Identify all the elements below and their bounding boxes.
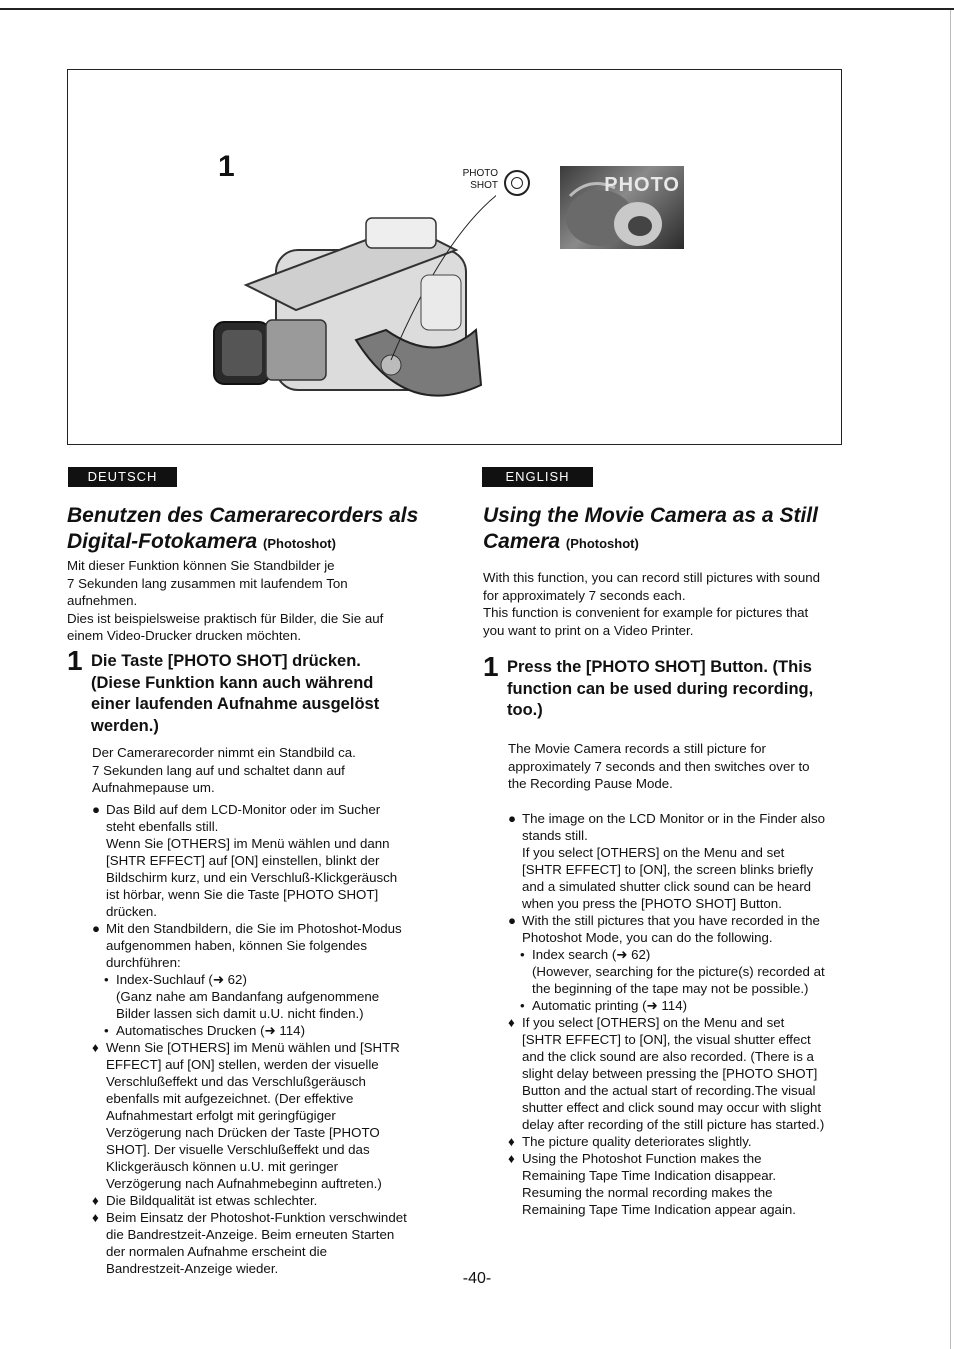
step-heading-line: werden.) <box>91 716 159 735</box>
step-heading-line: too.) <box>507 701 543 719</box>
list-item-line: the beginning of the tape may not be possible.) <box>532 981 809 996</box>
list-item-line: aufgenommen haben, können Sie folgendes <box>106 938 367 953</box>
step-body-line: The Movie Camera records a still picture for <box>508 741 766 756</box>
step-body-line: the Recording Pause Mode. <box>508 776 673 792</box>
intro-line: 7 Sekunden lang zusammen mit laufendem Ton <box>67 575 348 591</box>
language-label-english: ENGLISH <box>482 467 593 487</box>
list-item-line: Resuming the normal recording makes the <box>522 1185 773 1200</box>
intro-paragraph-english <box>483 569 853 639</box>
list-item <box>92 1022 437 1039</box>
list-item-line: Aufnahmestart erfolgt mit geringfügiger <box>106 1108 336 1123</box>
list-item-line: and the click sound are also recorded. (There is a <box>522 1049 814 1064</box>
list-item-line: Verzögerung nach Drücken der Taste [PHOTO <box>106 1125 380 1140</box>
list-item-line: Die Bildqualität ist etwas schlechter. <box>106 1193 318 1208</box>
list-item-line: drücken. <box>106 904 157 919</box>
bullet-marker-icon: ♦ <box>92 1040 99 1055</box>
list-item-line: shutter effect and click sound may occur with slight <box>522 1100 822 1115</box>
title-line-1: Benutzen des Camerarecorders als <box>67 504 419 527</box>
section-title-english <box>483 503 853 557</box>
step-heading-line: Press the [PHOTO SHOT] Button. (This <box>507 658 812 676</box>
step-body-line: approximately 7 seconds and then switches over to <box>508 758 810 774</box>
step-number: 1 <box>67 645 83 676</box>
bullet-marker-icon: • <box>104 972 109 987</box>
list-item-line: Verzögerung nach Aufnahmebeginn auftreten.) <box>106 1176 382 1191</box>
intro-line: you want to print on a Video Printer. <box>483 622 694 638</box>
title-line-2: Camera <box>483 530 561 553</box>
list-item <box>508 912 853 946</box>
top-rule <box>0 8 954 10</box>
title-subtitle: (Photoshot) <box>263 536 336 551</box>
list-item-line: Button and the actual start of recording.The visual <box>522 1083 816 1098</box>
list-item-line: die Bandrestzeit-Anzeige. Beim erneuten Starten <box>106 1227 395 1242</box>
bullet-marker-icon: ♦ <box>508 1015 515 1030</box>
list-item-line: Beim Einsatz der Photoshot-Funktion verschwindet <box>106 1210 407 1225</box>
photo-shot-button-icon <box>504 170 530 196</box>
list-item-line: ebenfalls mit aufgezeichnet. (Der effektive <box>106 1091 354 1106</box>
intro-line: for approximately 7 seconds each. <box>483 587 686 603</box>
list-item <box>508 1014 853 1133</box>
step-body-line: Aufnahmepause um. <box>92 780 215 796</box>
list-item-line: With the still pictures that you have recorded in the <box>522 913 820 928</box>
step-heading-line: (Diese Funktion kann auch während <box>91 673 374 692</box>
list-item-line: If you select [OTHERS] on the Menu and set <box>522 1015 785 1030</box>
notes-list-deutsch <box>92 801 437 1277</box>
list-item-line: [SHTR EFFECT] to [ON], the screen blinks briefly <box>522 862 814 877</box>
title-line-1: Using the Movie Camera as a Still <box>483 504 818 527</box>
step-heading-line: Die Taste [PHOTO SHOT] drücken. <box>91 652 361 670</box>
list-item-line: steht ebenfalls still. <box>106 819 219 834</box>
title-subtitle: (Photoshot) <box>565 536 639 551</box>
list-item-line: (Ganz nahe am Bandanfang aufgenommene <box>116 989 380 1004</box>
step-heading-deutsch <box>91 651 431 737</box>
list-item-line: stands still. <box>522 828 588 843</box>
list-item <box>508 1150 853 1218</box>
list-item-line: when you press the [PHOTO SHOT] Button. <box>522 896 782 911</box>
intro-line: With this function, you can record still pictures with sound <box>483 570 821 585</box>
list-item-line: Bandrestzeit-Anzeige wieder. <box>106 1261 279 1276</box>
section-title-deutsch <box>67 503 447 557</box>
list-item <box>92 971 437 988</box>
photo-label-line: PHOTO <box>462 168 498 179</box>
list-item <box>92 920 437 971</box>
step-body-line: 7 Sekunden lang auf und schaltet dann auf <box>92 762 345 778</box>
step-body-english <box>508 740 848 793</box>
list-item-line: Photoshot Mode, you can do the following. <box>522 930 773 945</box>
intro-line: Mit dieser Funktion können Sie Standbilder je <box>67 558 335 573</box>
list-item <box>92 988 437 1022</box>
list-item-line: ist hörbar, wenn Sie die Taste [PHOTO SHOT] <box>106 887 379 902</box>
list-item-line: Using the Photoshot Function makes the <box>522 1151 762 1166</box>
bullet-marker-icon: • <box>520 998 525 1013</box>
list-item-line: durchführen: <box>106 955 181 970</box>
page-number: -40- <box>462 1270 492 1287</box>
photo-shot-label <box>458 168 498 192</box>
bullet-marker-icon: ♦ <box>92 1193 99 1208</box>
list-item-line: If you select [OTHERS] on the Menu and set <box>522 845 785 860</box>
list-item <box>508 810 853 912</box>
list-item-line: EFFECT] auf [ON] stellen, werden der visuelle <box>106 1057 379 1072</box>
list-item-line: Bildschirm kurz, und ein Verschluß-Klickgeräusch <box>106 870 398 885</box>
list-item-line: Mit den Standbildern, die Sie im Photoshot-Modus <box>106 921 402 936</box>
step-heading-line: function can be used during recording, <box>507 679 814 698</box>
camcorder-illustration-icon <box>206 190 496 415</box>
intro-line: aufnehmen. <box>67 593 138 609</box>
list-item <box>92 1192 437 1209</box>
figure-box <box>67 69 842 445</box>
intro-line: Dies ist beispielsweise praktisch für Bilder, die Sie auf <box>67 610 384 626</box>
right-edge-rule <box>950 10 951 1349</box>
figure-number: 1 <box>218 150 235 183</box>
intro-line: einem Video-Drucker drucken möchten. <box>67 628 302 644</box>
list-item-line: delay after recording of the still picture has started.) <box>522 1117 825 1132</box>
list-item-line: slight delay between pressing the [PHOTO SHOT] <box>522 1066 818 1081</box>
list-item <box>92 1039 437 1192</box>
bullet-marker-icon: ♦ <box>92 1210 99 1225</box>
list-item-line: Wenn Sie [OTHERS] im Menü wählen und [SHTR <box>106 1040 400 1055</box>
lcd-preview-image <box>560 166 684 249</box>
list-item-line: (However, searching for the picture(s) recorded at <box>532 964 825 979</box>
list-item <box>508 946 853 963</box>
list-item-line: Remaining Tape Time Indication appear again. <box>522 1202 796 1217</box>
list-item-line: Klickgeräusch können u.U. mit geringer <box>106 1159 339 1174</box>
bullet-marker-icon: ● <box>92 802 101 817</box>
list-item <box>508 963 853 997</box>
screen-photo-text: PHOTO <box>604 174 680 196</box>
bullet-marker-icon: ♦ <box>508 1134 515 1149</box>
bullet-marker-icon: • <box>520 947 525 962</box>
intro-line: This function is convenient for example for pictures that <box>483 605 809 621</box>
notes-list-english <box>508 810 853 1218</box>
list-item-line: Das Bild auf dem LCD-Monitor oder im Sucher <box>106 802 381 817</box>
list-item-line: Automatisches Drucken (➜ 114) <box>116 1023 305 1038</box>
list-item-line: Index-Suchlauf (➜ 62) <box>116 972 247 987</box>
step-heading-line: einer laufenden Aufnahme ausgelöst <box>91 695 380 713</box>
list-item <box>92 801 437 920</box>
list-item <box>508 997 853 1014</box>
list-item-line: Verschlußeffekt und das Verschlußgeräusch <box>106 1074 366 1089</box>
list-item-line: [SHTR EFFECT] auf [ON] einstellen, blinkt der <box>106 853 380 868</box>
list-item-line: Bilder lassen sich damit u.U. nicht finden.) <box>116 1006 364 1021</box>
list-item <box>92 1209 437 1277</box>
bullet-marker-icon: ● <box>508 913 517 928</box>
list-item-line: Automatic printing (➜ 114) <box>532 998 688 1013</box>
step-body-deutsch <box>92 744 432 797</box>
list-item-line: The picture quality deteriorates slightly. <box>522 1134 752 1149</box>
bullet-marker-icon: ● <box>92 921 101 936</box>
step-body-line: Der Camerarecorder nimmt ein Standbild ca. <box>92 745 356 760</box>
shot-label-line: SHOT <box>470 180 498 191</box>
list-item-line: der normalen Aufnahme erscheint die <box>106 1244 328 1259</box>
list-item-line: The image on the LCD Monitor or in the Finder also <box>522 811 826 826</box>
list-item-line: Wenn Sie [OTHERS] im Menü wählen und dann <box>106 836 390 851</box>
step-number: 1 <box>483 651 499 682</box>
list-item-line: and a simulated shutter click sound can be heard <box>522 879 812 894</box>
list-item <box>508 1133 853 1150</box>
bullet-marker-icon: • <box>104 1023 109 1038</box>
title-line-2: Digital-Fotokamera <box>67 530 258 553</box>
list-item-line: [SHTR EFFECT] to [ON], the visual shutter effect <box>522 1032 811 1047</box>
bullet-marker-icon: ♦ <box>508 1151 515 1166</box>
step-heading-english <box>507 657 852 722</box>
intro-paragraph-deutsch <box>67 557 447 645</box>
language-label-deutsch: DEUTSCH <box>68 467 177 487</box>
bullet-marker-icon: ● <box>508 811 517 826</box>
list-item-line: SHOT]. Der visuelle Verschlußeffekt und das <box>106 1142 370 1157</box>
list-item-line: Index search (➜ 62) <box>532 947 651 962</box>
list-item-line: Remaining Tape Time Indication disappear. <box>522 1168 777 1183</box>
